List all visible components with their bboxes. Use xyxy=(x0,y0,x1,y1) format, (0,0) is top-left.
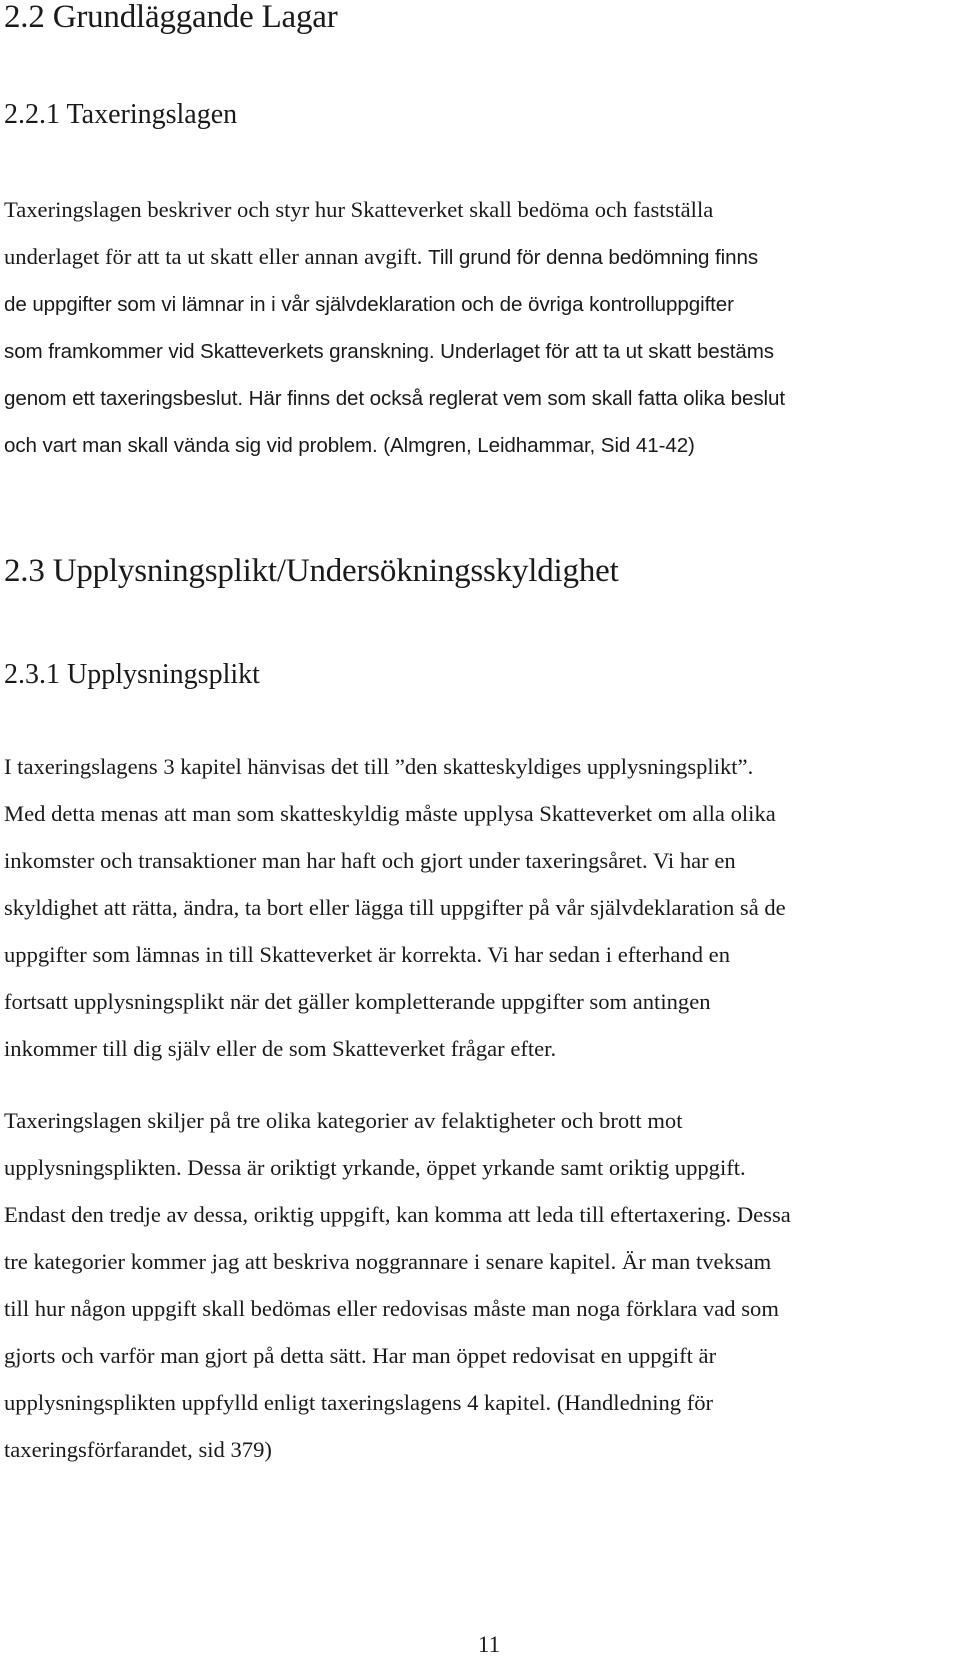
paragraph-line: till hur någon uppgift skall bedömas eller redovisas måste man noga förklara vad som xyxy=(4,1296,779,1321)
line-text-sans: Till grund för denna bedömning finns xyxy=(428,246,759,269)
heading-2-2: 2.2 Grundläggande Lagar xyxy=(4,0,338,35)
paragraph-upplysningsplikt xyxy=(4,743,954,1072)
paragraph-kategorier xyxy=(4,1097,954,1473)
line-text: Taxeringslagen beskriver och styr hur Skatteverket skall bedöma och fastställa xyxy=(4,197,714,222)
paragraph-line: taxeringsförfarandet, sid 379) xyxy=(4,1437,272,1462)
paragraph-line: I taxeringslagens 3 kapitel hänvisas det till ”den skatteskyldiges upplysningsplikt”. xyxy=(4,754,754,779)
line-text-sans: som framkommer vid Skatteverkets granskning. Underlaget för att ta ut skatt bestäms xyxy=(4,340,774,363)
paragraph-line: fortsatt upplysningsplikt när det gäller kompletterande uppgifter som antingen xyxy=(4,989,711,1014)
paragraph-line: Endast den tredje av dessa, oriktig uppgift, kan komma att leda till eftertaxering. Dessa xyxy=(4,1202,791,1227)
paragraph-line: tre kategorier kommer jag att beskriva noggrannare i senare kapitel. Är man tveksam xyxy=(4,1249,772,1274)
page-number: 11 xyxy=(477,1632,501,1657)
paragraph-line xyxy=(4,233,954,280)
line-text-sans: genom ett taxeringsbeslut. Här finns det också reglerat vem som skall fatta olika beslut xyxy=(4,387,786,410)
paragraph-line xyxy=(4,280,954,327)
paragraph-line: Taxeringslagen skiljer på tre olika kategorier av felaktigheter och brott mot xyxy=(4,1108,683,1133)
paragraph-line: inkomster och transaktioner man har haft och gjort under taxeringsåret. Vi har en xyxy=(4,848,736,873)
heading-2-3-1: 2.3.1 Upplysningsplikt xyxy=(4,659,260,690)
paragraph-line: upplysningsplikten. Dessa är oriktigt yrkande, öppet yrkande samt oriktig uppgift. xyxy=(4,1155,746,1180)
paragraph-line: skyldighet att rätta, ändra, ta bort eller lägga till uppgifter på vår självdeklaration så de xyxy=(4,895,786,920)
line-text-sans: och vart man skall vända sig vid problem. (Almgren, Leidhammar, Sid 41-42) xyxy=(4,434,695,457)
paragraph-line: uppgifter som lämnas in till Skatteverket är korrekta. Vi har sedan i efterhand en xyxy=(4,942,731,967)
line-text: underlaget för att ta ut skatt eller annan avgift. xyxy=(4,244,429,269)
paragraph-line xyxy=(4,374,954,421)
paragraph-line: inkommer till dig själv eller de som Skatteverket frågar efter. xyxy=(4,1036,557,1061)
paragraph-line: upplysningsplikten uppfylld enligt taxeringslagens 4 kapitel. (Handledning för xyxy=(4,1390,714,1415)
line-text-sans: de uppgifter som vi lämnar in i vår självdeklaration och de övriga kontrolluppgifter xyxy=(4,293,734,316)
paragraph-line xyxy=(4,186,954,233)
paragraph-line: Med detta menas att man som skatteskyldig måste upplysa Skatteverket om alla olika xyxy=(4,801,776,826)
paragraph-line xyxy=(4,421,954,468)
paragraph-taxeringslagen xyxy=(4,186,954,468)
paragraph-line: gjorts och varför man gjort på detta sätt. Har man öppet redovisat en uppgift är xyxy=(4,1343,717,1368)
heading-2-3: 2.3 Upplysningsplikt/Undersökningsskyldighet xyxy=(4,553,619,589)
heading-2-2-1: 2.2.1 Taxeringslagen xyxy=(4,99,238,130)
paragraph-line xyxy=(4,327,954,374)
